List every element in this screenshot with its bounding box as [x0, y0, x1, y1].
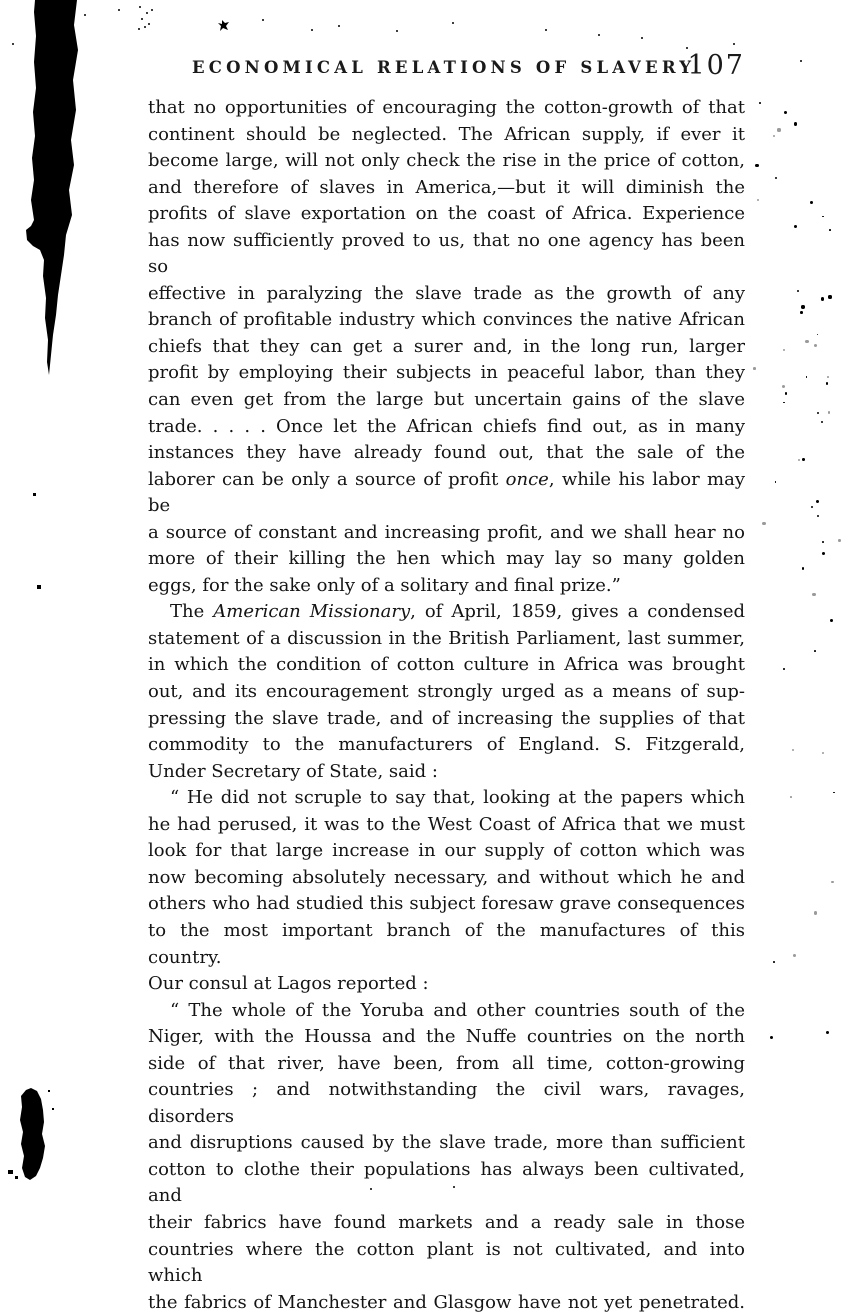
noise-speck — [831, 881, 834, 884]
ink-speck-star — [218, 20, 229, 31]
noise-speck — [817, 334, 819, 336]
noise-speck — [827, 376, 829, 378]
noise-speck — [138, 28, 140, 30]
noise-speck — [686, 47, 688, 49]
noise-speck — [755, 164, 758, 167]
text-line: side of that river, have been, from all time, cotton-growing — [148, 1052, 745, 1074]
text-line: now becoming absolutely necessary, and without which he and — [148, 866, 745, 888]
page-header — [148, 52, 745, 82]
text-line: laborer can be only a source of profit once, while his labor may be — [148, 468, 745, 517]
noise-speck — [822, 216, 824, 218]
noise-speck — [762, 522, 765, 525]
text-line: “ The whole of the Yoruba and other countries south of the — [170, 999, 745, 1021]
text-line: “ He did not scruple to say that, looking at the papers which — [170, 787, 745, 809]
noise-speck — [262, 19, 264, 21]
text-line: become large, will not only check the rise in the price of cotton, — [148, 150, 745, 172]
noise-speck — [141, 18, 143, 20]
text-line: branch of profitable industry which convinces the native African — [148, 309, 745, 331]
noise-speck — [821, 421, 824, 424]
noise-speck — [118, 9, 120, 11]
text-line: can even get from the large but uncertain gains of the slave — [148, 389, 745, 411]
noise-speck — [810, 201, 813, 204]
noise-speck — [784, 111, 787, 114]
text-line: continent should be neglected. The African supply, if ever it — [148, 123, 745, 145]
noise-speck — [733, 43, 735, 45]
text-line: has now sufficiently proved to us, that no one agency has been so — [148, 229, 745, 278]
text-line: a source of constant and increasing profit, and we shall hear no — [148, 521, 745, 543]
text-line: instances they have already found out, that the sale of the — [148, 442, 745, 464]
noise-speck — [144, 26, 146, 28]
noise-speck — [806, 376, 808, 378]
text-line: trade. . . . . Once let the African chiefs find out, as in many — [148, 415, 745, 437]
noise-speck — [84, 14, 86, 16]
text-line: The American Missionary, of April, 1859, gives a condensed — [170, 601, 745, 623]
noise-speck — [759, 102, 761, 104]
noise-speck — [814, 344, 817, 347]
noise-speck — [828, 411, 830, 413]
noise-speck — [802, 567, 804, 569]
text-line: effective in paralyzing the slave trade as the growth of any — [148, 282, 745, 304]
ink-blob-top-left — [26, 0, 78, 375]
noise-speck — [830, 619, 833, 622]
noise-speck — [797, 290, 799, 292]
noise-speck — [783, 668, 785, 670]
noise-speck — [814, 650, 816, 652]
noise-speck — [805, 340, 808, 343]
text-line: to the most important branch of the manufactures of this country. — [148, 919, 745, 968]
noise-speck — [452, 22, 454, 24]
page-number: 107 — [687, 50, 745, 81]
noise-speck — [792, 749, 795, 752]
noise-speck — [798, 459, 800, 461]
noise-speck — [821, 297, 824, 300]
text-line: Under Secretary of State, said : — [148, 760, 438, 782]
noise-speck — [777, 128, 780, 131]
running-title: ECONOMICAL RELATIONS OF SLAVERY. — [192, 58, 704, 77]
text-line: profit by employing their subjects in peaceful labor, than they — [148, 362, 745, 384]
text-line: statement of a discussion in the British Parliament, last summer, — [148, 627, 745, 649]
ink-speck — [33, 493, 36, 496]
noise-speck — [773, 135, 775, 137]
text-line: pressing the slave trade, and of increasing the supplies of that — [148, 707, 745, 729]
ink-blob-bottom-left — [20, 1088, 45, 1180]
text-line: others who had studied this subject foresaw grave consequences — [148, 893, 745, 915]
text-line: profits of slave exportation on the coast of Africa. Experience — [148, 203, 745, 225]
text-line: that no opportunities of encouraging the cotton-growth of that — [148, 97, 745, 118]
noise-speck — [814, 911, 817, 914]
text-line: out, and its encouragement strongly urged as a means of sup- — [148, 681, 745, 703]
noise-speck — [598, 34, 600, 36]
noise-speck — [812, 593, 815, 596]
noise-speck — [838, 539, 841, 542]
noise-speck — [545, 29, 547, 31]
noise-speck — [782, 385, 785, 388]
text-line: in which the condition of cotton culture in Africa was brought — [148, 654, 745, 676]
text-line: their fabrics have found markets and a ready sale in those — [148, 1211, 745, 1233]
noise-speck — [794, 122, 797, 125]
ink-speck — [37, 585, 41, 589]
text-line: chiefs that they can get a surer and, in the long run, larger — [148, 335, 745, 357]
noise-speck — [757, 199, 759, 201]
noise-speck — [822, 552, 825, 555]
noise-speck — [800, 60, 802, 62]
ink-speck — [8, 1170, 13, 1174]
text-line: eggs, for the sake only of a solitary and final prize.” — [148, 574, 621, 596]
text-line: Niger, with the Houssa and the Nuffe countries on the north — [148, 1026, 745, 1048]
noise-speck — [775, 177, 777, 179]
noise-speck — [148, 23, 150, 25]
noise-speck — [817, 515, 819, 517]
text-line: look for that large increase in our supply of cotton which was — [148, 840, 745, 862]
noise-speck — [338, 25, 340, 27]
noise-speck — [822, 541, 824, 543]
noise-speck — [822, 752, 824, 754]
noise-speck — [817, 412, 819, 414]
text-line: and therefore of slaves in America,—but it will diminish the — [148, 176, 745, 198]
noise-speck — [793, 954, 796, 957]
noise-speck — [753, 367, 756, 370]
page-body — [148, 95, 745, 1316]
noise-speck — [641, 37, 643, 39]
noise-speck — [12, 43, 14, 45]
noise-speck — [783, 349, 785, 351]
text-line: countries ; and notwithstanding the civil wars, ravages, disorders — [148, 1079, 745, 1127]
noise-speck — [139, 6, 141, 8]
noise-speck — [775, 481, 777, 483]
text-line: commodity to the manufacturers of England. S. Fitzgerald, — [148, 734, 745, 756]
noise-speck — [802, 458, 805, 461]
text-line: he had perused, it was to the West Coast of Africa that we must — [148, 813, 745, 835]
noise-speck — [800, 311, 803, 314]
noise-speck — [826, 1031, 829, 1034]
text-line: cotton to clothe their populations has always been cultivated, and — [148, 1158, 745, 1207]
ink-speck — [15, 1176, 18, 1179]
text-line: countries where the cotton plant is not cultivated, and into which — [148, 1238, 745, 1287]
noise-speck — [396, 30, 398, 32]
noise-speck — [826, 382, 829, 385]
noise-speck — [816, 500, 819, 503]
text-line: the fabrics of Manchester and Glasgow have not yet penetrated. — [148, 1291, 745, 1313]
noise-speck — [146, 12, 148, 14]
noise-speck — [151, 9, 153, 11]
noise-speck — [801, 305, 804, 308]
noise-speck — [770, 1036, 773, 1039]
paragraph — [148, 95, 745, 599]
noise-speck — [828, 295, 831, 298]
ink-speck — [52, 1108, 54, 1110]
noise-speck — [811, 506, 813, 508]
text-line: Our consul at Lagos reported : — [148, 973, 429, 995]
noise-speck — [783, 402, 785, 404]
text-line: and disruptions caused by the slave trade, more than sufficient — [148, 1132, 745, 1154]
paragraph — [148, 599, 745, 785]
text-line: more of their killing the hen which may lay so many golden — [148, 548, 745, 570]
noise-speck — [785, 392, 787, 394]
noise-speck — [790, 796, 792, 798]
noise-speck — [794, 225, 797, 228]
ink-speck — [48, 1090, 50, 1092]
paragraph — [148, 785, 745, 997]
noise-speck — [311, 29, 313, 31]
noise-speck — [833, 792, 835, 794]
noise-speck — [773, 961, 775, 963]
paragraph — [148, 998, 745, 1316]
noise-speck — [829, 229, 831, 231]
